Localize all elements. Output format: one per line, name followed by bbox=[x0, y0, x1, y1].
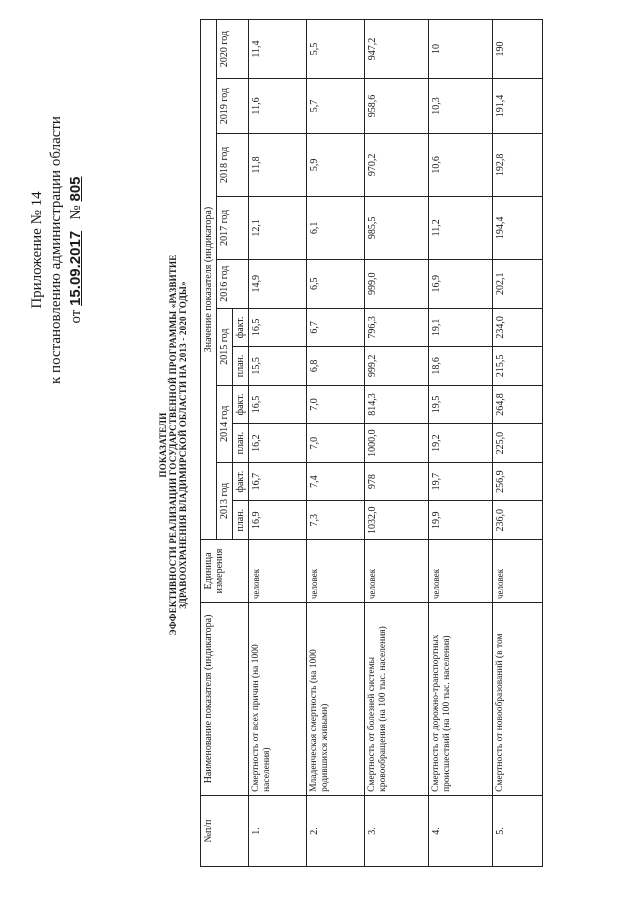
cell-name: Смертность от всех причин (на 1000 населения) bbox=[249, 602, 307, 795]
cell-2015-plan: 6,8 bbox=[307, 347, 365, 386]
cell-num: 4. bbox=[429, 795, 493, 866]
header-2013-fact: факт. bbox=[233, 462, 249, 501]
cell-2020: 5,5 bbox=[307, 20, 365, 79]
header-2020: 2020 год bbox=[217, 20, 249, 79]
cell-2017: 6,1 bbox=[307, 196, 365, 259]
appendix-block bbox=[28, 40, 86, 460]
heading-line-1: ПОКАЗАТЕЛИ bbox=[158, 412, 168, 478]
header-2015: 2015 год bbox=[217, 308, 233, 385]
header-2013-plan: план. bbox=[233, 501, 249, 540]
cell-2016: 16,9 bbox=[429, 259, 493, 308]
header-name: Наименование показателя (индикатора) bbox=[201, 602, 249, 795]
header-2015-fact: факт. bbox=[233, 308, 249, 347]
header-2017: 2017 год bbox=[217, 196, 249, 259]
document-heading bbox=[158, 235, 188, 655]
cell-2018: 192,8 bbox=[493, 133, 543, 196]
cell-unit: человек bbox=[307, 540, 365, 603]
cell-2015-plan: 999,2 bbox=[365, 347, 429, 386]
cell-2013-fact: 7,4 bbox=[307, 462, 365, 501]
cell-2020: 10 bbox=[429, 20, 493, 79]
cell-2016: 202,1 bbox=[493, 259, 543, 308]
cell-2016: 6,5 bbox=[307, 259, 365, 308]
table-row bbox=[249, 20, 307, 867]
cell-2017: 194,4 bbox=[493, 196, 543, 259]
cell-name: Младенческая смертность (на 1000 родившихся живыми) bbox=[307, 602, 365, 795]
header-2016: 2016 год bbox=[217, 259, 249, 308]
cell-2017: 985,5 bbox=[365, 196, 429, 259]
table-row bbox=[493, 20, 543, 867]
table-row bbox=[365, 20, 429, 867]
cell-2018: 5,9 bbox=[307, 133, 365, 196]
cell-2014-fact: 264,8 bbox=[493, 385, 543, 424]
cell-2017: 12,1 bbox=[249, 196, 307, 259]
cell-2015-fact: 16,5 bbox=[249, 308, 307, 347]
appendix-title: Приложение № 14 bbox=[29, 191, 45, 309]
cell-2015-plan: 15,5 bbox=[249, 347, 307, 386]
cell-2018: 11,8 bbox=[249, 133, 307, 196]
cell-2018: 10,6 bbox=[429, 133, 493, 196]
header-num: №п/п bbox=[201, 795, 249, 866]
cell-2019: 191,4 bbox=[493, 79, 543, 134]
cell-2020: 947,2 bbox=[365, 20, 429, 79]
cell-2013-fact: 256,9 bbox=[493, 462, 543, 501]
cell-num: 1. bbox=[249, 795, 307, 866]
cell-2018: 970,2 bbox=[365, 133, 429, 196]
header-2014-fact: факт. bbox=[233, 385, 249, 424]
cell-2014-plan: 225,0 bbox=[493, 424, 543, 463]
cell-2015-plan: 18,6 bbox=[429, 347, 493, 386]
cell-unit: человек bbox=[493, 540, 543, 603]
cell-2013-fact: 16,7 bbox=[249, 462, 307, 501]
header-2013: 2013 год bbox=[217, 462, 233, 539]
cell-2020: 190 bbox=[493, 20, 543, 79]
cell-2014-plan: 1000,0 bbox=[365, 424, 429, 463]
cell-2015-fact: 796,3 bbox=[365, 308, 429, 347]
heading-line-3: ЗДРАВООХРАНЕНИЯ ВЛАДИМИРСКОЙ ОБЛАСТИ НА 2013 - 2020 ГОДЫ» bbox=[178, 281, 188, 609]
cell-name: Смертность от болезней системы кровообращения (на 100 тыс. населения) bbox=[365, 602, 429, 795]
header-unit: Единица измерения bbox=[201, 540, 249, 603]
cell-2013-plan: 236,0 bbox=[493, 501, 543, 540]
cell-name: Смертность от новообразований (в том bbox=[493, 602, 543, 795]
header-2014: 2014 год bbox=[217, 385, 233, 462]
cell-unit: человек bbox=[429, 540, 493, 603]
cell-2015-fact: 6,7 bbox=[307, 308, 365, 347]
cell-num: 3. bbox=[365, 795, 429, 866]
cell-2017: 11,2 bbox=[429, 196, 493, 259]
cell-unit: человек bbox=[365, 540, 429, 603]
table-row bbox=[307, 20, 365, 867]
table-row bbox=[429, 20, 493, 867]
appendix-number-prefix: № bbox=[68, 205, 84, 220]
cell-2019: 5,7 bbox=[307, 79, 365, 134]
header-2014-plan: план. bbox=[233, 424, 249, 463]
cell-2016: 14,9 bbox=[249, 259, 307, 308]
cell-2014-plan: 7,0 bbox=[307, 424, 365, 463]
cell-2015-plan: 215,5 bbox=[493, 347, 543, 386]
cell-2013-fact: 19,7 bbox=[429, 462, 493, 501]
cell-name: Смертность от дорожно-транспортных происшествий (на 100 тыс. населения) bbox=[429, 602, 493, 795]
cell-2014-fact: 814,3 bbox=[365, 385, 429, 424]
cell-2013-plan: 16,9 bbox=[249, 501, 307, 540]
indicators-table bbox=[200, 19, 543, 867]
cell-2014-fact: 16,5 bbox=[249, 385, 307, 424]
header-2015-plan: план. bbox=[233, 347, 249, 386]
appendix-from: от bbox=[68, 309, 84, 324]
cell-2016: 999,0 bbox=[365, 259, 429, 308]
appendix-number: 805 bbox=[67, 176, 84, 202]
cell-num: 5. bbox=[493, 795, 543, 866]
cell-2014-plan: 16,2 bbox=[249, 424, 307, 463]
cell-num: 2. bbox=[307, 795, 365, 866]
appendix-date-line bbox=[66, 40, 86, 460]
header-2018: 2018 год bbox=[217, 133, 249, 196]
header-2019: 2019 год bbox=[217, 79, 249, 134]
cell-2013-plan: 7,3 bbox=[307, 501, 365, 540]
cell-2020: 11,4 bbox=[249, 20, 307, 79]
cell-2013-plan: 1032,0 bbox=[365, 501, 429, 540]
cell-2019: 10,3 bbox=[429, 79, 493, 134]
cell-2015-fact: 19,1 bbox=[429, 308, 493, 347]
appendix-date: 15.09.2017 bbox=[67, 230, 84, 306]
cell-2015-fact: 234,0 bbox=[493, 308, 543, 347]
header-values: Значение показателя (индикатора) bbox=[201, 20, 217, 540]
table-header-row-1 bbox=[201, 20, 217, 867]
cell-unit: человек bbox=[249, 540, 307, 603]
cell-2013-fact: 978 bbox=[365, 462, 429, 501]
cell-2014-fact: 19,5 bbox=[429, 385, 493, 424]
cell-2014-plan: 19,2 bbox=[429, 424, 493, 463]
cell-2019: 958,6 bbox=[365, 79, 429, 134]
cell-2014-fact: 7,0 bbox=[307, 385, 365, 424]
heading-line-2: ЭФФЕКТИВНОСТИ РЕАЛИЗАЦИИ ГОСУДАРСТВЕННОЙ ПРОГРАММЫ «РАЗВИТИЕ bbox=[168, 254, 178, 636]
appendix-subtitle: к постановлению администрации области bbox=[48, 116, 64, 384]
cell-2013-plan: 19,9 bbox=[429, 501, 493, 540]
cell-2019: 11,6 bbox=[249, 79, 307, 134]
